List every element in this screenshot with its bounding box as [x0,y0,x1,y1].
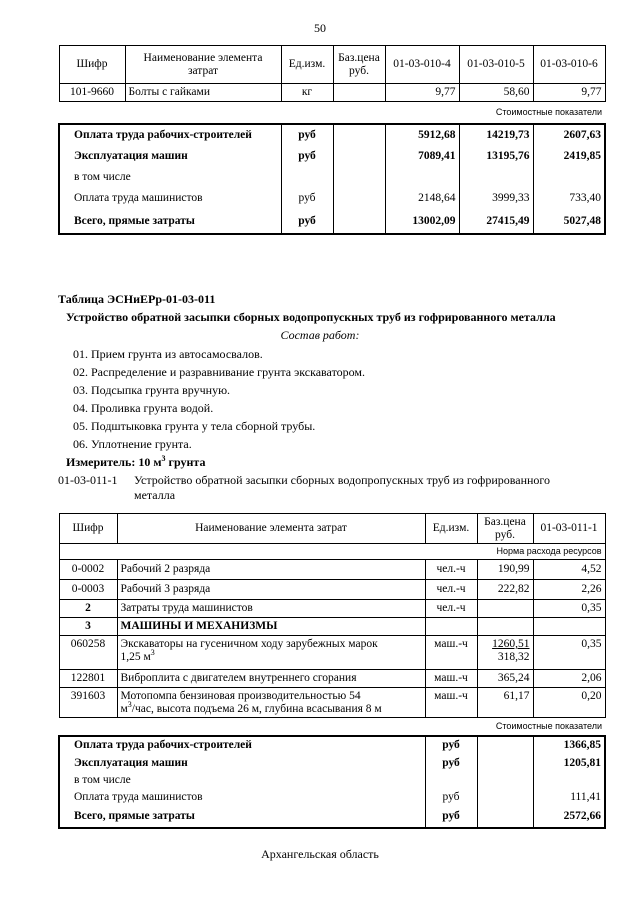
cell-name: Затраты труда машинистов [117,600,425,618]
resource-table-010 [58,45,606,235]
summary-row [59,789,605,806]
work-item: 04. Проливка грунта водой. [73,401,214,415]
summary-name: Эксплуатация машин [59,755,425,772]
cell-price: 222,82 [477,580,533,600]
cell-val [533,618,605,636]
summary-unit: руб [425,789,477,806]
summary-val: 1366,85 [533,736,605,755]
cell-name [117,636,425,670]
table-row [59,560,605,580]
summary-row [59,188,605,210]
summary-unit: руб [281,124,333,146]
cell-name: Рабочий 2 разряда [117,560,425,580]
work-item: 03. Подсыпка грунта вручную. [73,383,231,397]
header-code: Шифр [59,46,125,84]
cell-name-sup: 3 [150,648,155,658]
summary-unit [425,772,477,789]
table-title: Таблица ЭСНиЕРр-01-03-011 [58,292,216,306]
summary-v2: 14219,73 [459,124,533,146]
summary-price [333,124,385,146]
summary-name: Эксплуатация машин [59,146,281,168]
summary-name: Оплата труда машинистов [59,789,425,806]
summary-v1 [385,168,459,188]
cell-price: 61,17 [477,688,533,718]
summary-v3: 5027,48 [533,210,605,234]
summary-row [59,772,605,789]
summary-unit: руб [281,210,333,234]
cell-name: Болты с гайками [125,84,281,102]
cell-code: 391603 [59,688,117,718]
summary-v1: 2148,64 [385,188,459,210]
cell-name-line1: Мотопомпа бензиновая производительностью 54 [120,690,361,702]
summary-price [477,789,533,806]
summary-row [59,168,605,188]
norm-caption: Норма расхода ресурсов [59,544,605,560]
header-code: Шифр [59,514,117,544]
summary-row [59,124,605,146]
cell-price [477,636,533,670]
summary-v3: 2607,63 [533,124,605,146]
header-col1: 01-03-010-4 [385,46,459,84]
summary-val: 111,41 [533,789,605,806]
measure-code: 01-03-011-1 [58,473,118,487]
summary-val [533,772,605,789]
summary-val: 2572,66 [533,806,605,828]
summary-name: Оплата труда рабочих-строителей [59,124,281,146]
cell-code: 122801 [59,670,117,688]
summary-name: Оплата труда машинистов [59,188,281,210]
measure-line [66,455,205,469]
cell-name: Рабочий 3 разряда [117,580,425,600]
cell-v1: 9,77 [385,84,459,102]
measure-sup: 3 [161,454,166,463]
page-number: 50 [314,21,326,35]
cell-unit [425,618,477,636]
cell-unit: чел.-ч [425,560,477,580]
summary-row [59,736,605,755]
cost-caption: Стоимостные показатели [59,718,605,736]
summary-v2 [459,168,533,188]
summary-v2: 27415,49 [459,210,533,234]
cell-price: 190,99 [477,560,533,580]
cell-code: 0-0002 [59,560,117,580]
table-row [59,618,605,636]
summary-row [59,806,605,828]
summary-price [477,806,533,828]
cell-val: 0,20 [533,688,605,718]
cell-unit: маш.-ч [425,636,477,670]
cell-val: 2,26 [533,580,605,600]
summary-name: Всего, прямые затраты [59,210,281,234]
summary-price [477,772,533,789]
cell-unit: чел.-ч [425,600,477,618]
summary-v3: 733,40 [533,188,605,210]
cell-price [477,618,533,636]
cell-name-line1: Экскаваторы на гусеничном ходу зарубежных марок [120,638,378,650]
cell-code: 101-9660 [59,84,125,102]
summary-v2: 3999,33 [459,188,533,210]
summary-price [333,168,385,188]
composition-title: Состав работ: [280,328,360,342]
machines-title: МАШИНЫ И МЕХАНИЗМЫ [117,618,425,636]
summary-unit [281,168,333,188]
summary-row [59,146,605,168]
header-name: Наименование элемента затрат [117,514,425,544]
header-unit: Ед.изм. [425,514,477,544]
summary-price [333,146,385,168]
header-unit: Ед.изм. [281,46,333,84]
cell-name-line2a: м [120,703,128,715]
measure-suffix: грунта [165,455,206,469]
cell-unit: маш.-ч [425,670,477,688]
summary-price [333,210,385,234]
header-price: Баз.цена руб. [333,46,385,84]
table-row [59,580,605,600]
cell-unit: маш.-ч [425,688,477,718]
cell-code: 2 [59,600,117,618]
cell-code: 0-0003 [59,580,117,600]
table-row [59,688,605,718]
resource-table-011 [58,513,606,829]
summary-v1: 13002,09 [385,210,459,234]
cell-code: 060258 [59,636,117,670]
measure-desc-line2: металла [134,488,176,502]
cell-unit: кг [281,84,333,102]
summary-unit: руб [281,188,333,210]
header-name: Наименование элемента затрат [125,46,281,84]
cost-caption: Стоимостные показатели [59,102,605,124]
summary-price [477,736,533,755]
summary-v1: 7089,41 [385,146,459,168]
cell-name-line2b: /час, высота подъема 26 м, глубина всасывания 8 м [131,703,382,715]
header-price: Баз.цена руб. [477,514,533,544]
summary-unit: руб [425,736,477,755]
summary-price [333,188,385,210]
cell-price [477,600,533,618]
summary-row [59,755,605,772]
cell-code: 3 [59,618,117,636]
summary-val: 1205,81 [533,755,605,772]
summary-unit: руб [425,755,477,772]
work-item: 05. Подштыковка грунта у тела сборной трубы. [73,419,316,433]
summary-row [59,210,605,234]
cell-val: 0,35 [533,636,605,670]
cell-val: 4,52 [533,560,605,580]
cell-v2: 58,60 [459,84,533,102]
table-row [59,636,605,670]
cell-name-line2: 1,25 м [120,651,151,663]
cell-val: 2,06 [533,670,605,688]
table-row [59,84,605,102]
measure-prefix: Измеритель: 10 м [66,455,162,469]
summary-price [477,755,533,772]
work-item: 02. Распределение и разравнивание грунта экскаватором. [73,365,366,379]
summary-unit: руб [425,806,477,828]
summary-v2: 13195,76 [459,146,533,168]
summary-name: в том числе [59,168,281,188]
work-item: 06. Уплотнение грунта. [73,437,192,451]
table-row [59,600,605,618]
cell-unit: чел.-ч [425,580,477,600]
section-subtitle: Устройство обратной засыпки сборных водопропускных труб из гофрированного металла [66,310,556,324]
cell-price: 365,24 [477,670,533,688]
summary-name: Оплата труда рабочих-строителей [59,736,425,755]
cell-v3: 9,77 [533,84,605,102]
summary-v3 [533,168,605,188]
header-col2: 01-03-010-5 [459,46,533,84]
price-sub: 318,32 [497,651,530,663]
table-row [59,670,605,688]
header-col1: 01-03-011-1 [533,514,605,544]
header-col3: 01-03-010-6 [533,46,605,84]
price-main: 1260,51 [492,638,530,650]
summary-unit: руб [281,146,333,168]
summary-name: в том числе [59,772,425,789]
cell-price [333,84,385,102]
summary-v3: 2419,85 [533,146,605,168]
summary-name: Всего, прямые затраты [59,806,425,828]
measure-desc-line1: Устройство обратной засыпки сборных водопропускных труб из гофрированного [134,473,551,487]
work-item: 01. Прием грунта из автосамосвалов. [73,347,263,361]
cell-name: Виброплита с двигателем внутреннего сгорания [117,670,425,688]
cell-name-sup: 3 [127,700,132,710]
summary-v1: 5912,68 [385,124,459,146]
page-footer: Архангельская область [261,847,379,861]
cell-val: 0,35 [533,600,605,618]
cell-name [117,688,425,718]
